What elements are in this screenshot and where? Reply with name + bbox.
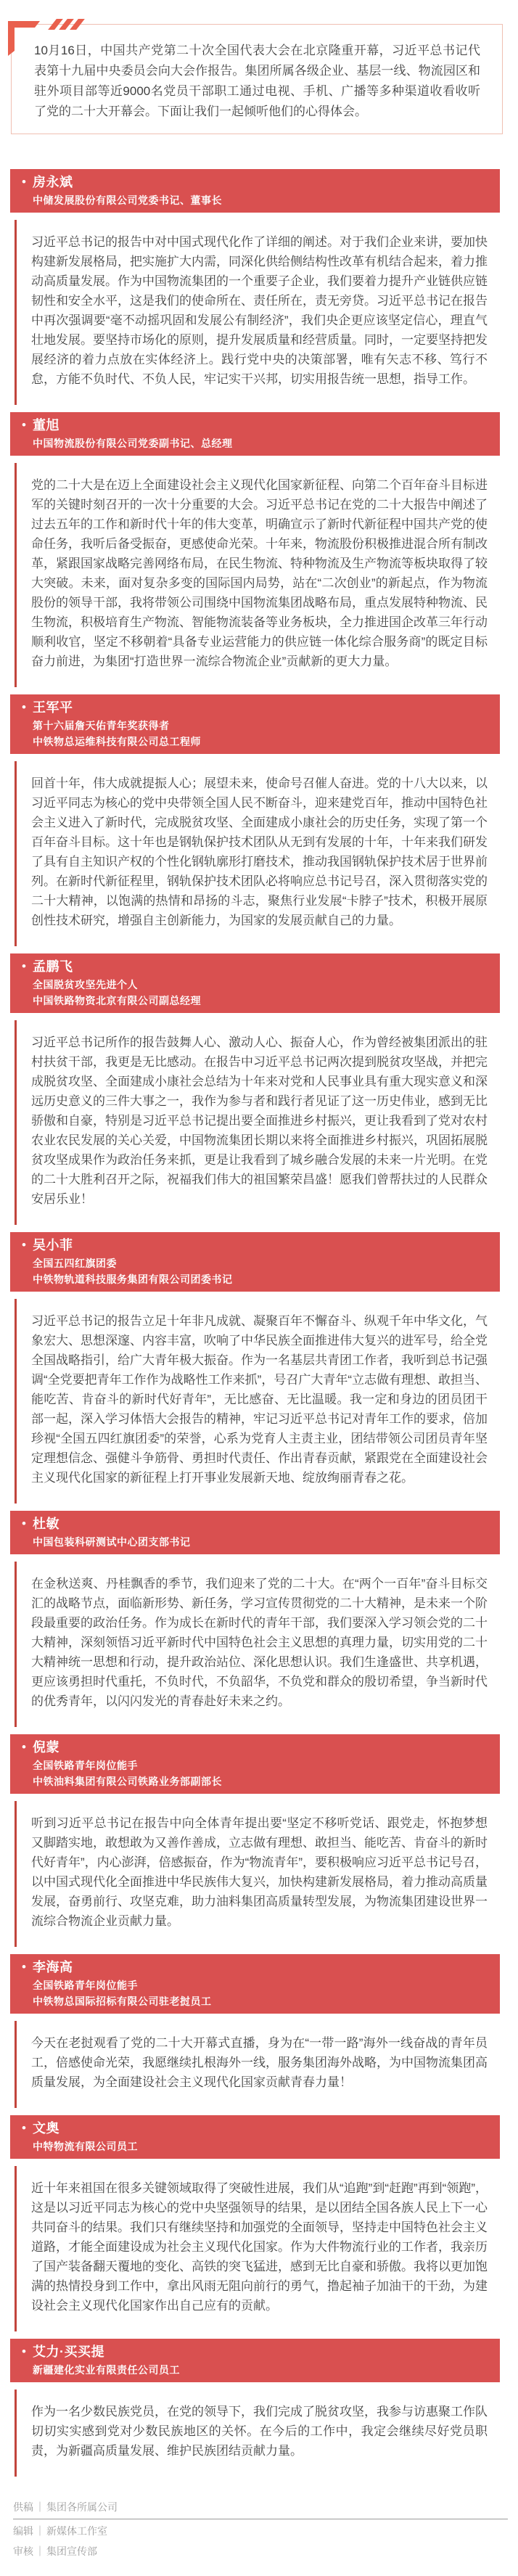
footer-label: 审核 (13, 2546, 33, 2557)
quote-text: 党的二十大是在迈上全面建设社会主义现代化国家新征程、向第二个百年奋斗目标进军的关键时刻召开的一次十分重要的大会。习近平总书记在党的二十大报告中阐述了过去五年的工作和新时代十年的伟大变革，明确宣示了新时代新征程中国共产党的使命任务，我听后备受振奋，更感使命光荣。十年来，物流股份积极推进混合所有制改革，紧跟国家战略完善网络布局，在民生物流、特种物流及生产物流等板块取得了较大突破。未来，面对复杂多变的国际国内局势，站在“二次创业”的新起点，作为物流股份的领导干部，我将带领公司围绕中国物流集团战略布局，重点发展特种物流、民生物流，积极培育生产物流、智能物流装备等业务板块，全力推进国企改革三年行动顺利收官，坚定不移朝着“具备专业运营能力的供应链一体化综合服务商”的既定目标奋力前进，为集团“打造世界一流综合物流企业”贡献新的更大力量。 (31, 478, 488, 668)
person-quote (15, 220, 496, 405)
footer-separator: ｜ (35, 2546, 45, 2557)
bullet-icon: • (22, 1238, 26, 1252)
person-title-1: 中储发展股份有限公司党委书记、董事长 (33, 194, 222, 206)
footer-value: 集团各所属公司 (46, 2501, 118, 2513)
person-title-1: 第十六届詹天佑青年奖获得者 (33, 720, 170, 731)
person-quote (15, 761, 496, 946)
intro-paragraph: 10月16日，中国共产党第二十次全国代表大会在北京隆重开幕，习近平总书记代表第十九届中央委员会向大会作报告。集团所属各级企业、基层一线、物流园区和驻外项目部等近9000名党员干部职工通过电视、手机、广播等多种渠道收看收听了党的二十大开幕会。下面让我们一起倾听他们的心得体会。 (34, 44, 480, 118)
person-header (10, 1954, 500, 2014)
footer-value: 集团宣传部 (46, 2546, 97, 2557)
person-title-1: 新疆建化实业有限责任公司员工 (33, 2364, 180, 2376)
footer-separator: ｜ (35, 2501, 45, 2513)
person-name: 杜敏 (33, 1517, 59, 1531)
person-title-2: 中铁物总运维科技有限公司总工程师 (33, 736, 201, 747)
bullet-icon: • (22, 418, 26, 432)
person-quote (15, 1299, 496, 1504)
person-name: 艾力·买买提 (33, 2345, 104, 2359)
person-title-2: 中国铁路物资北京有限公司副总经理 (33, 995, 201, 1006)
person-name: 董旭 (33, 418, 59, 432)
quote-text: 在金秋送爽、丹桂飘香的季节，我们迎来了党的二十大。在“两个一百年”奋斗目标交汇的战略节点，面临新形势、新任务，学习宣传贯彻党的二十大精神，是未来一个阶段最重要的政治任务。作为成长在新时代的青年干部，我们要深入学习领会党的二十大精神，深刻领悟习近平新时代中国特色社会主义思想的真理力量，切实用党的二十大精神统一思想和行动，提升政治站位、深化思想认识。我们生逢盛世、共享机遇，更应该勇担时代重托，不负时代，不负韶华，不负党和群众的殷切希望，争当新时代的优秀青年，以闪闪发光的青春赴好未来之约。 (31, 1577, 488, 1708)
person-header (10, 169, 500, 213)
bullet-icon: • (22, 1740, 26, 1754)
person-title-1: 全国五四红旗团委 (33, 1258, 117, 1269)
person-header (10, 694, 500, 754)
quote-text: 习近平总书记的报告中对中国式现代化作了详细的阐述。对于我们企业来讲，要加快构建新发展格局，把实施扩大内需，同深化供给侧结构性改革有机结合起来，着力推动高质量发展。作为中国物流集团的一个重要子企业，我们要着力提升产业链供应链韧性和安全水平，这是我们的使命所在、责任所在，责无旁贷。习近平总书记在报告中再次强调要“毫不动摇巩固和发展公有制经济”，我们央企更应该坚定信心，理直气壮地发展。要坚持市场化的原则，提升发展质量和经营质量。同时，一定要坚持把发展经济的着力点放在实体经济上。践行党中央的决策部署，唯有矢志不移、笃行不怠，方能不负时代、不负人民，牢记实干兴邦，切实用报告统一思想，指导工作。 (31, 235, 488, 386)
quote-text: 作为一名少数民族党员，在党的领导下，我们完成了脱贫攻坚，我参与访惠聚工作队切切实实感到党对少数民族地区的关怀。在今后的工作中，我定会继续尽好党员职责，为新疆高质量发展、维护民族团结贡献力量。 (31, 2405, 488, 2458)
person-sections (0, 169, 518, 2477)
person-section (0, 2115, 518, 2331)
person-header (10, 412, 500, 456)
person-quote (15, 1020, 496, 1225)
footer-label: 供稿 (13, 2501, 33, 2513)
person-title-1: 全国脱贫攻坚先进个人 (33, 979, 138, 990)
person-title-1: 全国铁路青年岗位能手 (33, 1760, 138, 1771)
intro-box (11, 24, 503, 134)
person-quote (15, 1801, 496, 1947)
footer-row-contributor (13, 2498, 508, 2516)
person-title-1: 中国物流股份有限公司党委副书记、总经理 (33, 438, 233, 449)
quote-text: 听到习近平总书记在报告中向全体青年提出要“坚定不移听党话、跟党走，怀抱梦想又脚踏实地，敢想敢为又善作善成，立志做有理想、敢担当、能吃苦、肯奋斗的新时代好青年”，内心澎湃，倍感振奋，作为“物流青年”，要积极响应习近平总书记号召，以中国式现代化全面推进中华民族伟大复兴，加快构建新发展格局，着力推动高质量发展，奋勇前行、攻坚克难，助力油料集团高质量转型发展，为物流集团建设世界一流综合物流企业贡献力量。 (31, 1816, 488, 1928)
person-quote (15, 2390, 496, 2477)
person-header (10, 1232, 500, 1292)
person-section (0, 953, 518, 1225)
person-quote (15, 2021, 496, 2108)
footer-credits (13, 2498, 508, 2560)
person-section (0, 412, 518, 687)
person-name: 王军平 (33, 700, 73, 715)
person-title-1: 全国铁路青年岗位能手 (33, 1980, 138, 1991)
person-name: 房永斌 (33, 175, 73, 189)
bullet-icon: • (22, 1960, 26, 1974)
bullet-icon: • (22, 700, 26, 714)
person-section (0, 1954, 518, 2108)
footer-row-editor (13, 2522, 508, 2540)
person-header (10, 953, 500, 1013)
person-name: 文奥 (33, 2121, 59, 2136)
quote-text: 习近平总书记的报告立足十年非凡成就、凝聚百年不懈奋斗、纵观千年中华文化，气象宏大、思想深邃、内容丰富，吹响了中华民族全面推进伟大复兴的进军号，给全党全国战略指引，给广大青年极大振奋。作为一名基层共青团工作者，我听到总书记强调“全党要把青年工作作为战略性工作来抓”，号召广大青年“立志做有理想、敢担当、能吃苦、肯奋斗的新时代好青年”，无比感奋、无比温暖。我一定和身边的团员团干部一起，深入学习体悟大会报告的精神，牢记习近平总书记对青年工作的要求，倍加珍视“全国五四红旗团委”的荣誉，心系为党育人主责主业，团结带领公司团员青年坚定理想信念、强健斗争筋骨、勇担时代责任、作出青春贡献，紧跟党在全面建设社会主义现代化国家的新征程上打开事业发展新天地、绽放绚丽青春之花。 (31, 1314, 488, 1485)
person-section (0, 694, 518, 946)
person-name: 倪蒙 (33, 1740, 59, 1755)
quote-text: 近十年来祖国在很多关键领域取得了突破性进展，我们从“追跑”到“赶跑”再到“领跑”，这是以习近平同志为核心的党中央坚强领导的结果，是以团结全国各族人民上下一心共同奋斗的结果。我们只有继续坚持和加强党的全面领导，坚持走中国特色社会主义道路，才能全面建设成为社会主义现代化国家。作为大件物流行业的工作者，我亲历了国产装备翻天覆地的变化、高铁的突飞猛进，感到无比自豪和骄傲。我将以更加饱满的热情投身到工作中，拿出风雨无阻向前行的勇气，撸起袖子加油干的干劲，为建设社会主义现代化国家作出自己应有的贡献。 (31, 2181, 488, 2313)
quote-text: 今天在老挝观看了党的二十大开幕式直播，身为在“一带一路”海外一线奋战的青年员工，倍感使命光荣，我愿继续扎根海外一线，服务集团海外战略，为中国物流集团高质量发展，为全面建设社会主义现代化国家贡献青春力量！ (31, 2036, 488, 2089)
slash-marks-icon (52, 19, 81, 30)
person-section (0, 1734, 518, 1947)
footer-separator: ｜ (35, 2525, 45, 2537)
quote-text: 习近平总书记所作的报告鼓舞人心、激动人心、振奋人心，作为曾经被集团派出的驻村扶贫干部，我更是无比感动。在报告中习近平总书记两次提到脱贫攻坚战，并把完成脱贫攻坚、全面建成小康社会总结为十年来对党和人民事业具有重大现实意义和深远历史意义的三件大事之一，我作为参与者和践行者见证了这一历史伟业，感到无比骄傲和自豪，特别是习近平总书记提出要全面推进乡村振兴，更让我看到了党对农村农业农民发展的关心关爱，中国物流集团长期以来将全面推进乡村振兴，巩固拓展脱贫攻坚成果作为政治任务来抓，更是让我看到了城乡融合发展的未来一片光明。在党的二十大胜利召开之际，祝福我们伟大的祖国繁荣昌盛！愿我们曾帮扶过的人民群众安居乐业！ (31, 1035, 488, 1206)
person-section (0, 169, 518, 405)
person-header (10, 2115, 500, 2159)
footer-row-reviewer (13, 2543, 508, 2560)
person-name: 孟鹏飞 (33, 959, 73, 974)
person-title-2: 中铁油料集团有限公司铁路业务部副部长 (33, 1776, 222, 1787)
person-header (10, 1511, 500, 1554)
bullet-icon: • (22, 175, 26, 189)
person-quote (15, 2166, 496, 2331)
person-header (10, 1734, 500, 1794)
person-title-2: 中铁物总国际招标有限公司驻老挝员工 (33, 1995, 212, 2007)
bullet-icon: • (22, 2121, 26, 2135)
person-section (0, 1232, 518, 1504)
bullet-icon: • (22, 1517, 26, 1530)
person-name: 吴小菲 (33, 1238, 73, 1252)
person-header (10, 2339, 500, 2382)
person-title-1: 中国包装科研测试中心团支部书记 (33, 1536, 191, 1548)
person-title-1: 中特物流有限公司员工 (33, 2141, 138, 2152)
corner-accent-icon (8, 21, 41, 57)
article-page (0, 24, 518, 2576)
person-section (0, 2339, 518, 2477)
person-title-2: 中铁物轨道科技服务集团有限公司团委书记 (33, 1273, 233, 1285)
bullet-icon: • (22, 2345, 26, 2358)
person-name: 李海高 (33, 1960, 73, 1974)
bullet-icon: • (22, 959, 26, 973)
quote-text: 回首十年，伟大成就提振人心；展望未来，使命号召催人奋进。党的十八大以来，以习近平同志为核心的党中央带领全国人民不断奋斗，迎来建党百年，推动中国特色社会主义进入了新时代，完成脱贫攻坚、全面建成小康社会的历史任务，实现了第一个百年奋斗目标。这十年也是钢轨保护技术团队从无到有发展的十年，十年来我们研发了具有自主知识产权的个性化钢轨廓形打磨技术，推动我国钢轨保护技术居于世界前列。在新时代新征程里，钢轨保护技术团队必将响应总书记号召，深入贯彻落实党的二十大精神，以饱满的热情和昂扬的斗志，聚焦行业发展“卡脖子”技术，积极开展原创性技术研究，增强自主创新能力，为国家的发展贡献自己的力量。 (31, 776, 488, 927)
person-section (0, 1511, 518, 1727)
person-quote (15, 1562, 496, 1727)
footer-value: 新媒体工作室 (46, 2525, 107, 2537)
person-quote (15, 463, 496, 687)
footer-label: 编辑 (13, 2525, 33, 2537)
